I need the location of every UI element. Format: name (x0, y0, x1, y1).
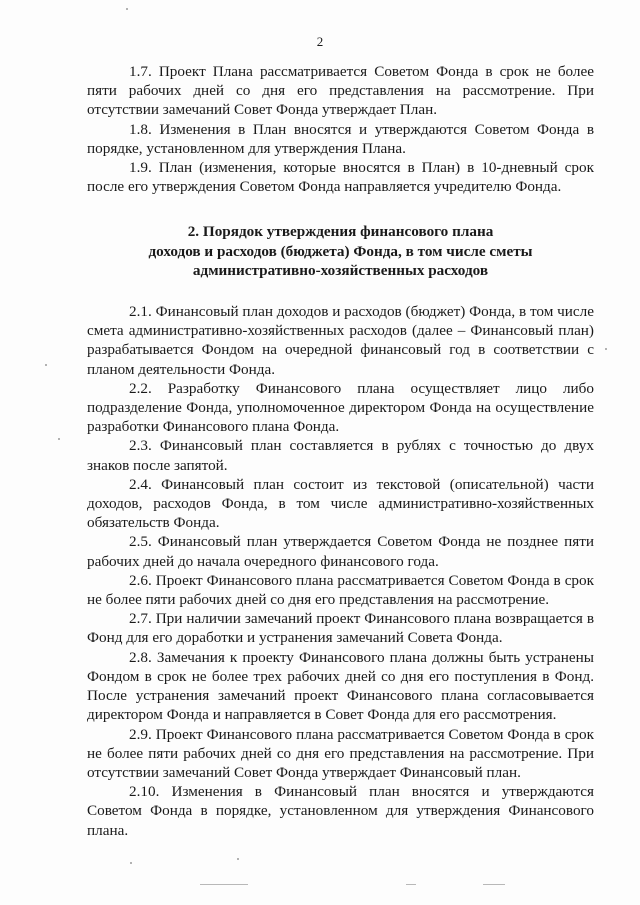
scan-speck (237, 858, 239, 860)
paragraph-1-8: 1.8. Изменения в План вносятся и утверждаются Советом Фонда в порядке, установленном для утверждения Плана. (87, 120, 594, 157)
section-1-continuation (87, 62, 594, 196)
scan-speck (58, 438, 60, 440)
document-body (87, 62, 594, 840)
scan-speck (126, 8, 128, 10)
scan-speck (45, 364, 47, 366)
scan-speck (130, 862, 132, 864)
paragraph-2-9: 2.9. Проект Финансового плана рассматривается Советом Фонда в срок не более пяти рабочих дней со дня его представления на рассмотрение. При отсутствии замечаний Совет Фонда утверждает Финансовый план. (87, 725, 594, 781)
paragraph-2-2: 2.2. Разработку Финансового плана осуществляет лицо либо подразделение Фонда, уполномоченное директором Фонда на осуществление разработки Финансового плана Фонда. (87, 379, 594, 436)
scan-mark (406, 884, 416, 885)
section-2-heading-line-3: административно-хозяйственных расходов (192, 261, 489, 279)
scan-footer-artifact (200, 884, 520, 888)
section-2-body (87, 302, 594, 840)
paragraph-2-1: 2.1. Финансовый план доходов и расходов (бюджет) Фонда, в том числе смета административно-хозяйственных расходов (далее – Финансовый план) разрабатывается Фондом на очередной финансовый год в соответствии с планом деятельности Фонда. (87, 303, 594, 378)
paragraph-2-10: 2.10. Изменения в Финансовый план вносятся и утверждаются Советом Фонда в порядке, установленном для утверждения Финансового плана. (87, 783, 594, 839)
paragraph-2-3: 2.3. Финансовый план составляется в рублях с точностью до двух знаков после запятой. (87, 437, 594, 474)
paragraph-2-6: 2.6. Проект Финансового плана рассматривается Советом Фонда в срок не более пяти рабочих дней со дня его представления на рассмотрение. (87, 571, 594, 609)
section-2-heading-line-2: доходов и расходов (бюджета) Фонда, в том числе сметы (148, 242, 533, 260)
scan-mark (483, 884, 505, 885)
page-number: 2 (316, 34, 324, 49)
section-2-heading-line-1: 2. Порядок утверждения финансового плана (187, 223, 494, 241)
paragraph-2-7: 2.7. При наличии замечаний проект Финансового плана возвращается в Фонд для его доработки и устранения замечаний Совета Фонда. (87, 610, 594, 647)
paragraph-1-7: 1.7. Проект Плана рассматривается Советом Фонда в срок не более пяти рабочих дней со дня его представления на рассмотрение. При отсутствии замечаний Совет Фонда утверждает План. (87, 63, 594, 119)
paragraph-2-8: 2.8. Замечания к проекту Финансового плана должны быть устранены Фондом в срок не более трех рабочих дней со дня его поступления в Фонд. После устранения замечаний проект Финансового плана согласовывается директором Фонда и направляется в Совет Фонда для его рассмотрения. (87, 648, 594, 724)
paragraph-2-4: 2.4. Финансовый план состоит из текстовой (описательной) части доходов, расходов Фонда, в том числе административно-хозяйственных обязательств Фонда. (87, 475, 594, 532)
paragraph-1-9: 1.9. План (изменения, которые вносятся в План) в 10-дневный срок после его утверждения Советом Фонда направляется учредителю Фонда. (87, 159, 594, 196)
scan-speck (605, 348, 607, 350)
section-2-heading (87, 222, 594, 280)
scan-mark (200, 884, 248, 885)
paragraph-2-5: 2.5. Финансовый план утверждается Советом Фонда не позднее пяти рабочих дней до начала очередного финансового года. (87, 533, 594, 570)
